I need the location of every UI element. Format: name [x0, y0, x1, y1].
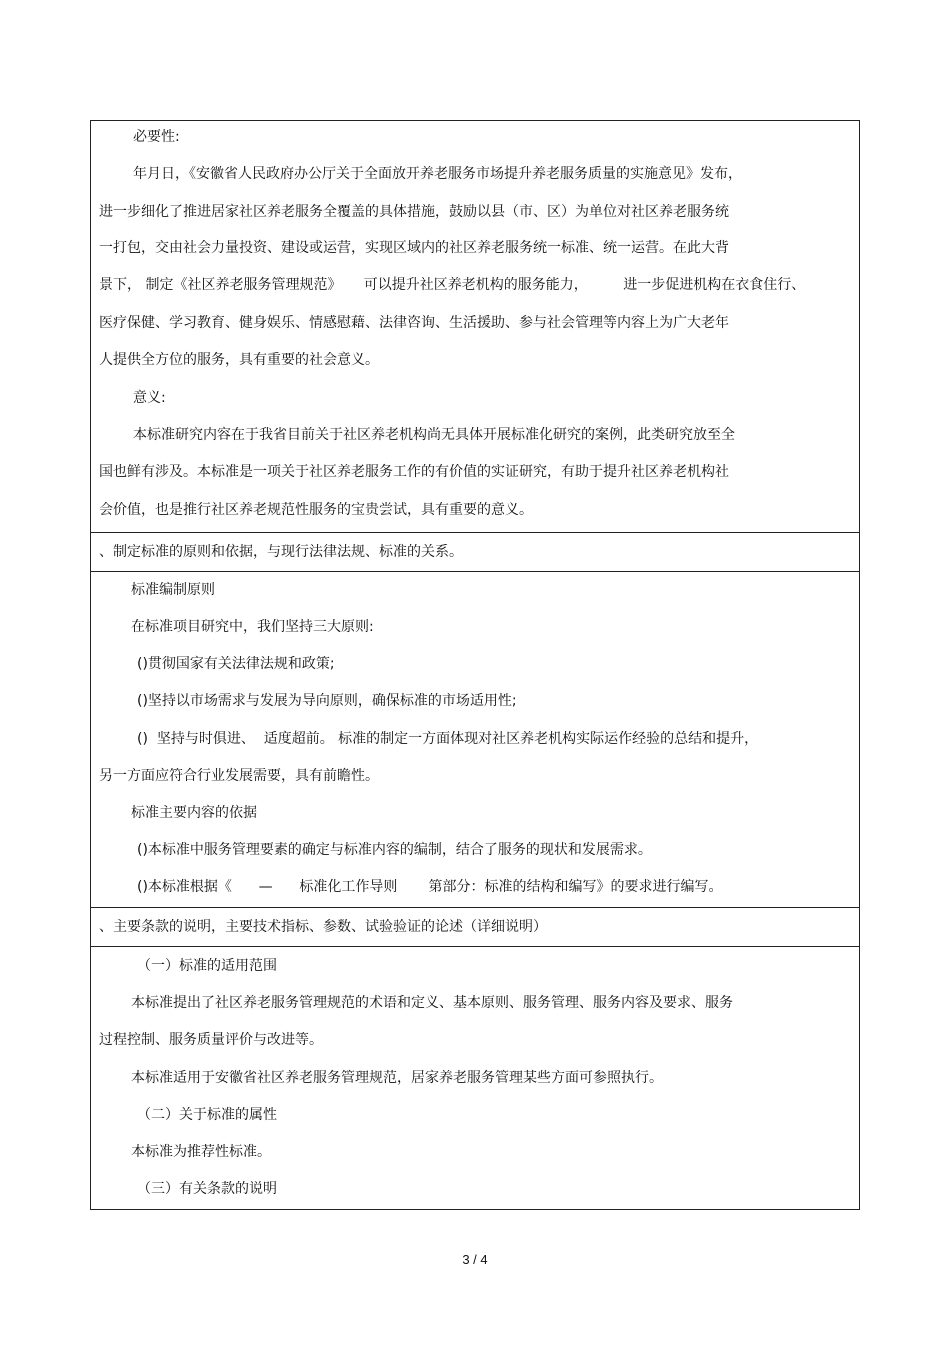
subheading: （三）有关条款的说明 — [137, 1181, 277, 1197]
subheading: （一）标准的适用范围 — [137, 958, 277, 974]
paragraph-line: 在标准项目研究中，我们坚持三大原则: — [131, 619, 374, 635]
paragraph-line: 人提供全方位的服务，具有重要的社会意义。 — [99, 352, 379, 368]
paragraph-line: 本标准为推荐性标准。 — [131, 1144, 271, 1160]
clauses-cell — [91, 947, 860, 1210]
subheading: （二）关于标准的属性 — [137, 1107, 277, 1123]
list-item: () 坚持与时俱进、 适度超前。 标准的制定一方面体现对社区养老机构实际运作经验的总结和提升， — [137, 731, 759, 747]
list-item: ()坚持以市场需求与发展为导向原则，确保标准的市场适用性; — [137, 693, 517, 709]
paragraph-line: 一打包，交由社会力量投资、建设或运营，实现区域内的社区养老服务统一标准、统一运营。在此大背 — [99, 240, 729, 256]
paragraph-line: 另一方面应符合行业发展需要，具有前瞻性。 — [99, 768, 379, 784]
paragraph-line: 过程控制、服务质量评价与改进等。 — [99, 1032, 323, 1048]
paragraph-line: 景下， 制定《社区养老服务管理规范》 可以提升社区养老机构的服务能力， 进一步促进机构在衣食住行、 — [99, 277, 806, 293]
list-item: ()本标准中服务管理要素的确定与标准内容的编制，结合了服务的现状和发展需求。 — [137, 842, 652, 858]
principles-cell — [91, 572, 860, 908]
paragraph-line: 年月日，《安徽省人民政府办公厅关于全面放开养老服务市场提升养老服务质量的实施意见》发布， — [133, 166, 742, 182]
list-item: ()本标准根据《 — 标准化工作导则 第部分：标准的结构和编写》的要求进行编写。 — [137, 879, 723, 895]
page-number: 3 / 4 — [462, 1252, 488, 1267]
paragraph-line: 进一步细化了推进居家社区养老服务全覆盖的具体措施，鼓励以县（市、区）为单位对社区养老服务统 — [99, 204, 729, 220]
section-header-text: 、主要条款的说明，主要技术指标、参数、试验验证的论述（详细说明） — [99, 919, 547, 935]
section-header-text: 、制定标准的原则和依据，与现行法律法规、标准的关系。 — [99, 544, 463, 560]
paragraph-line: 医疗保健、学习教育、健身娱乐、情感慰藉、法律咨询、生活援助、参与社会管理等内容上为广大老年 — [99, 315, 729, 331]
necessity-heading: 必要性: — [133, 129, 180, 145]
paragraph-line: 本标准提出了社区养老服务管理规范的术语和定义、基本原则、服务管理、服务内容及要求、服务 — [131, 995, 733, 1011]
subheading: 标准主要内容的依据 — [131, 805, 257, 821]
section-header-principles — [91, 533, 860, 572]
list-item: ()贯彻国家有关法律法规和政策; — [137, 656, 335, 672]
paragraph-line: 国也鲜有涉及。本标准是一项关于社区养老服务工作的有价值的实证研究，有助于提升社区养老机构社 — [99, 464, 729, 480]
paragraph-line: 会价值，也是推行社区养老规范性服务的宝贵尝试，具有重要的意义。 — [99, 502, 533, 518]
document-table — [90, 120, 860, 1210]
paragraph-line: 本标准适用于安徽省社区养老服务管理规范，居家养老服务管理某些方面可参照执行。 — [131, 1070, 663, 1086]
significance-heading: 意义: — [133, 390, 166, 406]
paragraph-line: 本标准研究内容在于我省目前关于社区养老机构尚无具体开展标准化研究的案例，此类研究放至全 — [133, 427, 735, 443]
subheading: 标准编制原则 — [131, 582, 215, 598]
section-header-clauses — [91, 908, 860, 947]
necessity-significance-cell — [91, 121, 860, 533]
